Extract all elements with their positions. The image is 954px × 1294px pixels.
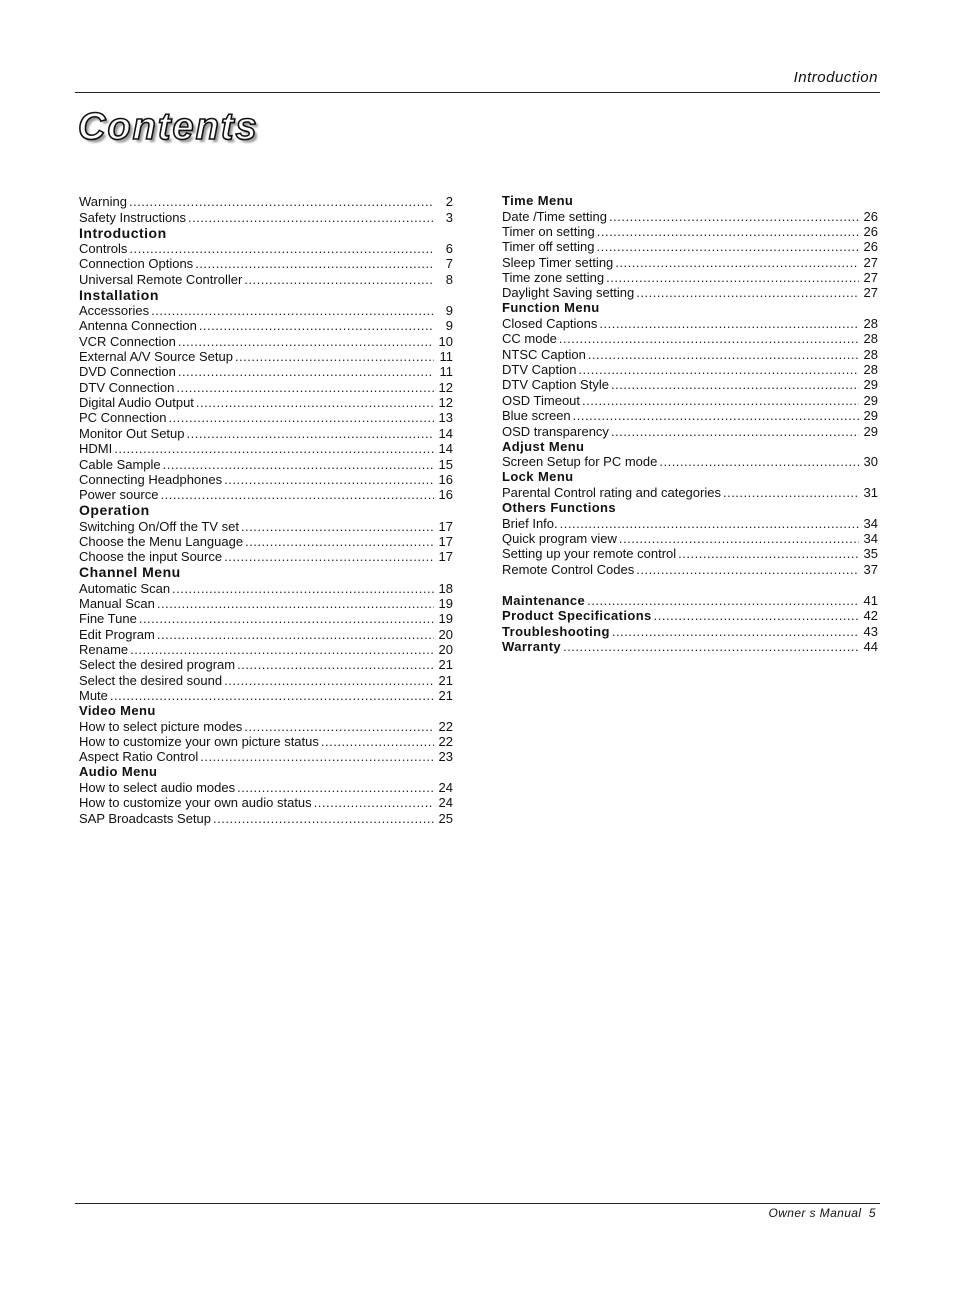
toc-entry[interactable] bbox=[502, 639, 878, 654]
toc-entry-page: 7 bbox=[445, 256, 453, 272]
toc-entry[interactable] bbox=[502, 346, 878, 361]
toc-entry[interactable] bbox=[502, 224, 878, 239]
toc-entry-page: 31 bbox=[863, 484, 878, 500]
section-heading: Installation bbox=[79, 286, 159, 303]
toc-entry-label: Select the desired program bbox=[79, 657, 236, 673]
toc-entry-label: SAP Broadcasts Setup bbox=[79, 810, 212, 826]
toc-entry-page: 19 bbox=[438, 595, 453, 611]
toc-entry-label: DTV Caption bbox=[502, 362, 577, 378]
dot-leader bbox=[178, 334, 434, 349]
dot-leader bbox=[599, 316, 859, 331]
toc-entry[interactable] bbox=[79, 209, 453, 224]
dot-leader bbox=[245, 534, 434, 549]
toc-entry[interactable] bbox=[79, 810, 453, 825]
toc-entry-page: 26 bbox=[863, 208, 878, 224]
dot-leader bbox=[129, 241, 434, 256]
toc-entry[interactable] bbox=[79, 734, 453, 749]
toc-entry-label: CC mode bbox=[502, 331, 557, 347]
toc-entry-page: 14 bbox=[438, 441, 453, 457]
toc-entry[interactable] bbox=[79, 241, 453, 256]
dot-leader bbox=[178, 364, 434, 379]
toc-entry[interactable] bbox=[79, 672, 453, 687]
dot-leader bbox=[560, 516, 859, 531]
toc-entry-page: 21 bbox=[438, 672, 453, 688]
toc-entry-page: 34 bbox=[863, 515, 878, 531]
toc-entry-label: Timer off setting bbox=[502, 239, 595, 255]
dot-leader bbox=[224, 673, 434, 688]
toc-entry-label: How to customize your own audio status bbox=[79, 795, 312, 811]
dot-leader bbox=[244, 272, 434, 287]
subsection-heading: Lock Menu bbox=[502, 469, 574, 485]
dot-leader bbox=[609, 209, 859, 224]
toc-entry[interactable] bbox=[79, 364, 453, 379]
toc-entry-page: 27 bbox=[863, 254, 878, 270]
toc-entry[interactable] bbox=[502, 254, 878, 269]
toc-entry-page: 37 bbox=[863, 561, 878, 577]
toc-entry-page: 24 bbox=[438, 780, 453, 796]
dot-leader bbox=[678, 546, 859, 561]
toc-entry-label: Aspect Ratio Control bbox=[79, 749, 199, 765]
toc-entry-page: 2 bbox=[445, 194, 453, 210]
toc-entry[interactable] bbox=[79, 780, 453, 795]
toc-entry[interactable] bbox=[502, 239, 878, 254]
toc-entry-label: Sleep Timer setting bbox=[502, 254, 614, 270]
toc-entry-label: Mute bbox=[79, 687, 108, 703]
toc-entry-label: Quick program view bbox=[502, 530, 617, 546]
footer-page-number: 5 bbox=[868, 1206, 876, 1220]
toc-entry-page: 35 bbox=[863, 546, 878, 562]
toc-entry-page: 42 bbox=[863, 608, 878, 624]
toc-entry-page: 30 bbox=[863, 454, 878, 470]
toc-entry-page: 16 bbox=[438, 487, 453, 503]
toc-entry-page: 16 bbox=[438, 471, 453, 487]
footer-rule bbox=[75, 1203, 880, 1204]
toc-entry-page: 28 bbox=[863, 331, 878, 347]
toc-entry-page: 28 bbox=[863, 346, 878, 362]
dot-leader bbox=[129, 194, 434, 209]
toc-entry[interactable] bbox=[79, 534, 453, 549]
toc-entry-label: Setting up your remote control bbox=[502, 546, 677, 562]
spacer bbox=[502, 577, 878, 593]
subsection-heading: Others Functions bbox=[502, 499, 617, 515]
toc-entry[interactable] bbox=[79, 456, 453, 471]
dot-leader bbox=[611, 424, 859, 439]
toc-entry-label: Date /Time setting bbox=[502, 208, 608, 224]
toc-entry-page: 20 bbox=[438, 626, 453, 642]
toc-entry-page: 27 bbox=[863, 270, 878, 286]
toc-entry[interactable] bbox=[502, 285, 878, 300]
footer-manual-name: Owner s Manual bbox=[768, 1206, 862, 1220]
toc-entry-label: Monitor Out Setup bbox=[79, 425, 185, 441]
dot-leader bbox=[172, 581, 434, 596]
toc-entry[interactable] bbox=[502, 515, 878, 530]
toc-entry-page: 3 bbox=[445, 209, 453, 225]
toc-entry-label: How to select picture modes bbox=[79, 718, 243, 734]
section-heading: Channel Menu bbox=[79, 564, 181, 581]
dot-leader bbox=[582, 393, 859, 408]
toc-entry-page: 29 bbox=[863, 408, 878, 424]
toc-entry-label: Automatic Scan bbox=[79, 580, 171, 596]
dot-leader bbox=[636, 285, 859, 300]
toc-entry-page: 17 bbox=[438, 518, 453, 534]
toc-entry-label: Time zone setting bbox=[502, 270, 605, 286]
toc-entry[interactable] bbox=[79, 626, 453, 641]
dot-leader bbox=[619, 531, 859, 546]
toc-entry-page: 15 bbox=[438, 456, 453, 472]
dot-leader bbox=[654, 608, 859, 623]
dot-leader bbox=[130, 642, 434, 657]
dot-leader bbox=[213, 811, 434, 826]
toc-entry-label: Timer on setting bbox=[502, 224, 595, 240]
dot-leader bbox=[114, 441, 434, 456]
toc-entry[interactable] bbox=[79, 611, 453, 626]
toc-entry[interactable] bbox=[79, 194, 453, 209]
toc-entry-page: 10 bbox=[438, 333, 453, 349]
dot-leader bbox=[163, 457, 434, 472]
dot-leader bbox=[196, 395, 434, 410]
toc-entry[interactable] bbox=[79, 642, 453, 657]
dot-leader bbox=[597, 224, 859, 239]
toc-entry[interactable] bbox=[502, 392, 878, 407]
toc-entry-label: Fine Tune bbox=[79, 611, 137, 627]
toc-entry-page: 29 bbox=[863, 377, 878, 393]
toc-entry[interactable] bbox=[502, 331, 878, 346]
toc-entry[interactable] bbox=[502, 208, 878, 223]
toc-entry[interactable] bbox=[502, 531, 878, 546]
toc-entry[interactable] bbox=[79, 549, 453, 564]
toc-entry-page: 23 bbox=[438, 749, 453, 765]
toc-entry-page: 9 bbox=[445, 318, 453, 334]
toc-entry[interactable] bbox=[79, 379, 453, 394]
footer bbox=[768, 1206, 876, 1220]
toc-entry-page: 21 bbox=[438, 657, 453, 673]
toc-entry-label: Warranty bbox=[502, 638, 562, 654]
toc-entry-label: Rename bbox=[79, 641, 129, 657]
toc-entry-page: 21 bbox=[438, 687, 453, 703]
toc-entry[interactable] bbox=[79, 487, 453, 502]
toc-entry-label: Connection Options bbox=[79, 256, 194, 272]
toc-entry-label: NTSC Caption bbox=[502, 346, 586, 362]
toc-entry-label: DTV Connection bbox=[79, 379, 175, 395]
dot-leader bbox=[636, 562, 859, 577]
toc-entry[interactable] bbox=[79, 718, 453, 733]
dot-leader bbox=[244, 719, 434, 734]
dot-leader bbox=[723, 485, 859, 500]
toc-entry-page: 12 bbox=[438, 379, 453, 395]
dot-leader bbox=[611, 377, 859, 392]
toc-entry-page: 11 bbox=[439, 364, 453, 380]
toc-entry-label: Product Specifications bbox=[502, 608, 652, 624]
dot-leader bbox=[578, 362, 859, 377]
toc-entry[interactable] bbox=[79, 518, 453, 533]
toc-entry-page: 12 bbox=[438, 395, 453, 411]
toc-entry[interactable] bbox=[502, 561, 878, 576]
dot-leader bbox=[235, 349, 434, 364]
toc-entry-label: Warning bbox=[79, 194, 127, 210]
dot-leader bbox=[606, 270, 859, 285]
dot-leader bbox=[587, 593, 859, 608]
toc-entry[interactable] bbox=[502, 270, 878, 285]
toc-entry-label: Troubleshooting bbox=[502, 623, 610, 639]
toc-entry-label: Edit Program bbox=[79, 626, 155, 642]
toc-entry-page: 28 bbox=[863, 316, 878, 332]
toc-entry-page: 9 bbox=[445, 303, 453, 319]
toc-entry[interactable] bbox=[502, 546, 878, 561]
dot-leader bbox=[110, 688, 434, 703]
toc-entry-page: 19 bbox=[438, 611, 453, 627]
toc-entry[interactable] bbox=[502, 362, 878, 377]
toc-entry[interactable] bbox=[79, 410, 453, 425]
toc-entry-label: OSD Timeout bbox=[502, 392, 581, 408]
toc-entry-label: Connecting Headphones bbox=[79, 471, 223, 487]
toc-entry[interactable] bbox=[79, 333, 453, 348]
subsection-heading: Audio Menu bbox=[79, 764, 158, 780]
dot-leader bbox=[237, 780, 434, 795]
toc-entry-page: 14 bbox=[438, 425, 453, 441]
toc-entry[interactable] bbox=[79, 303, 453, 318]
toc-entry[interactable] bbox=[502, 316, 878, 331]
toc-entry-page: 8 bbox=[445, 271, 453, 287]
section-header: Introduction bbox=[793, 69, 878, 86]
toc-entry-label: Power source bbox=[79, 487, 159, 503]
toc-entry[interactable] bbox=[79, 271, 453, 286]
toc-entry-page: 17 bbox=[438, 549, 453, 565]
dot-leader bbox=[615, 255, 859, 270]
toc-entry-label: PC Connection bbox=[79, 410, 167, 426]
toc-entry-label: Manual Scan bbox=[79, 595, 155, 611]
toc-entry[interactable] bbox=[79, 472, 453, 487]
toc-entry-label: Universal Remote Controller bbox=[79, 271, 243, 287]
dot-leader bbox=[563, 639, 859, 654]
toc-entry-label: Controls bbox=[79, 241, 128, 257]
dot-leader bbox=[195, 256, 434, 271]
toc-entry-page: 24 bbox=[438, 795, 453, 811]
toc-entry-label: Choose the Menu Language bbox=[79, 533, 244, 549]
subsection-heading: Time Menu bbox=[502, 193, 574, 208]
dot-leader bbox=[139, 611, 434, 626]
toc-entry-label: Cable Sample bbox=[79, 456, 161, 472]
dot-leader bbox=[157, 627, 434, 642]
dot-leader bbox=[224, 549, 434, 564]
dot-leader bbox=[321, 734, 434, 749]
toc-entry-label: How to customize your own picture status bbox=[79, 734, 319, 749]
toc-entry-label: Closed Captions bbox=[502, 316, 598, 332]
subsection-heading: Video Menu bbox=[79, 702, 156, 718]
toc-entry[interactable] bbox=[502, 377, 878, 392]
toc-entry[interactable] bbox=[79, 395, 453, 410]
toc-entry-label: Daylight Saving setting bbox=[502, 285, 635, 301]
toc-entry-page: 28 bbox=[863, 362, 878, 378]
dot-leader bbox=[659, 454, 859, 469]
toc-entry-page: 27 bbox=[863, 285, 878, 301]
dot-leader bbox=[224, 472, 434, 487]
toc-entry[interactable] bbox=[79, 441, 453, 456]
toc-entry-page: 17 bbox=[438, 533, 453, 549]
toc-entry[interactable] bbox=[502, 623, 878, 638]
toc-entry[interactable] bbox=[502, 454, 878, 469]
toc-entry-label: Remote Control Codes bbox=[502, 561, 635, 577]
dot-leader bbox=[157, 596, 434, 611]
toc-entry-label: Choose the input Source bbox=[79, 549, 223, 565]
toc-entry-page: 34 bbox=[863, 530, 878, 546]
dot-leader bbox=[200, 749, 434, 764]
toc-entry-page: 18 bbox=[438, 580, 453, 596]
dot-leader bbox=[199, 318, 434, 333]
dot-leader bbox=[151, 303, 434, 318]
contents-right-column bbox=[502, 193, 878, 654]
toc-entry-label: VCR Connection bbox=[79, 333, 176, 349]
dot-leader bbox=[187, 426, 435, 441]
dot-leader bbox=[612, 624, 859, 639]
toc-entry-label: External A/V Source Setup bbox=[79, 349, 233, 365]
toc-entry-label: OSD transparency bbox=[502, 423, 609, 439]
subsection-heading: Adjust Menu bbox=[502, 438, 585, 454]
dot-leader bbox=[588, 347, 859, 362]
toc-entry[interactable] bbox=[502, 408, 878, 423]
toc-entry-label: Screen Setup for PC mode bbox=[502, 454, 658, 470]
toc-entry-label: Parental Control rating and categories bbox=[502, 484, 721, 500]
subsection-heading: Function Menu bbox=[502, 300, 600, 316]
toc-entry-label: Switching On/Off the TV set bbox=[79, 518, 239, 534]
toc-entry[interactable] bbox=[79, 688, 453, 703]
toc-entry-page: 25 bbox=[438, 810, 453, 826]
toc-entry-page: 11 bbox=[439, 349, 453, 365]
dot-leader bbox=[168, 410, 434, 425]
toc-entry[interactable] bbox=[79, 580, 453, 595]
toc-entry-label: Safety Instructions bbox=[79, 209, 186, 225]
header-rule bbox=[75, 92, 880, 93]
toc-entry-page: 29 bbox=[863, 423, 878, 439]
toc-entry-label: Blue screen bbox=[502, 408, 571, 424]
toc-entry[interactable] bbox=[79, 749, 453, 764]
toc-entry-page: 29 bbox=[863, 392, 878, 408]
dot-leader bbox=[237, 657, 434, 672]
toc-entry[interactable] bbox=[79, 657, 453, 672]
dot-leader bbox=[596, 239, 859, 254]
dot-leader bbox=[314, 795, 434, 810]
toc-entry-page: 13 bbox=[438, 410, 453, 426]
toc-entry-page: 20 bbox=[438, 641, 453, 657]
toc-entry[interactable] bbox=[79, 596, 453, 611]
toc-entry-label: Digital Audio Output bbox=[79, 395, 194, 411]
toc-entry-page: 41 bbox=[863, 592, 878, 608]
toc-entry[interactable] bbox=[79, 349, 453, 364]
toc-entry[interactable] bbox=[502, 423, 878, 438]
toc-entry-page: 6 bbox=[445, 241, 453, 257]
toc-entry-page: 43 bbox=[863, 623, 878, 639]
toc-entry-page: 26 bbox=[863, 239, 878, 255]
dot-leader bbox=[160, 487, 434, 502]
dot-leader bbox=[559, 331, 859, 346]
toc-entry-label: Select the desired sound bbox=[79, 672, 223, 688]
dot-leader bbox=[176, 380, 434, 395]
toc-entry-label: Accessories bbox=[79, 303, 150, 319]
toc-entry-page: 22 bbox=[438, 718, 453, 734]
dot-leader bbox=[188, 210, 434, 225]
toc-entry-label: Brief Info. bbox=[502, 515, 558, 531]
contents-left-column bbox=[79, 194, 453, 826]
toc-entry[interactable] bbox=[79, 318, 453, 333]
toc-entry-label: HDMI bbox=[79, 441, 113, 457]
toc-entry[interactable] bbox=[79, 256, 453, 271]
toc-entry[interactable] bbox=[79, 795, 453, 810]
toc-entry-page: 22 bbox=[438, 734, 453, 749]
toc-entry[interactable] bbox=[502, 608, 878, 623]
toc-entry-label: How to select audio modes bbox=[79, 780, 236, 796]
toc-entry-page: 26 bbox=[863, 224, 878, 240]
section-heading: Operation bbox=[79, 502, 150, 519]
dot-leader bbox=[241, 519, 434, 534]
page-title: Contents bbox=[78, 106, 259, 148]
toc-entry-label: Antenna Connection bbox=[79, 318, 197, 334]
toc-entry-label: Maintenance bbox=[502, 592, 586, 608]
toc-entry[interactable] bbox=[502, 593, 878, 608]
toc-entry[interactable] bbox=[79, 425, 453, 440]
toc-entry-label: DVD Connection bbox=[79, 364, 176, 380]
toc-entry-page: 44 bbox=[863, 638, 878, 654]
toc-entry-label: DTV Caption Style bbox=[502, 377, 609, 393]
dot-leader bbox=[573, 408, 859, 423]
section-heading: Introduction bbox=[79, 224, 167, 241]
toc-entry[interactable] bbox=[502, 485, 878, 500]
